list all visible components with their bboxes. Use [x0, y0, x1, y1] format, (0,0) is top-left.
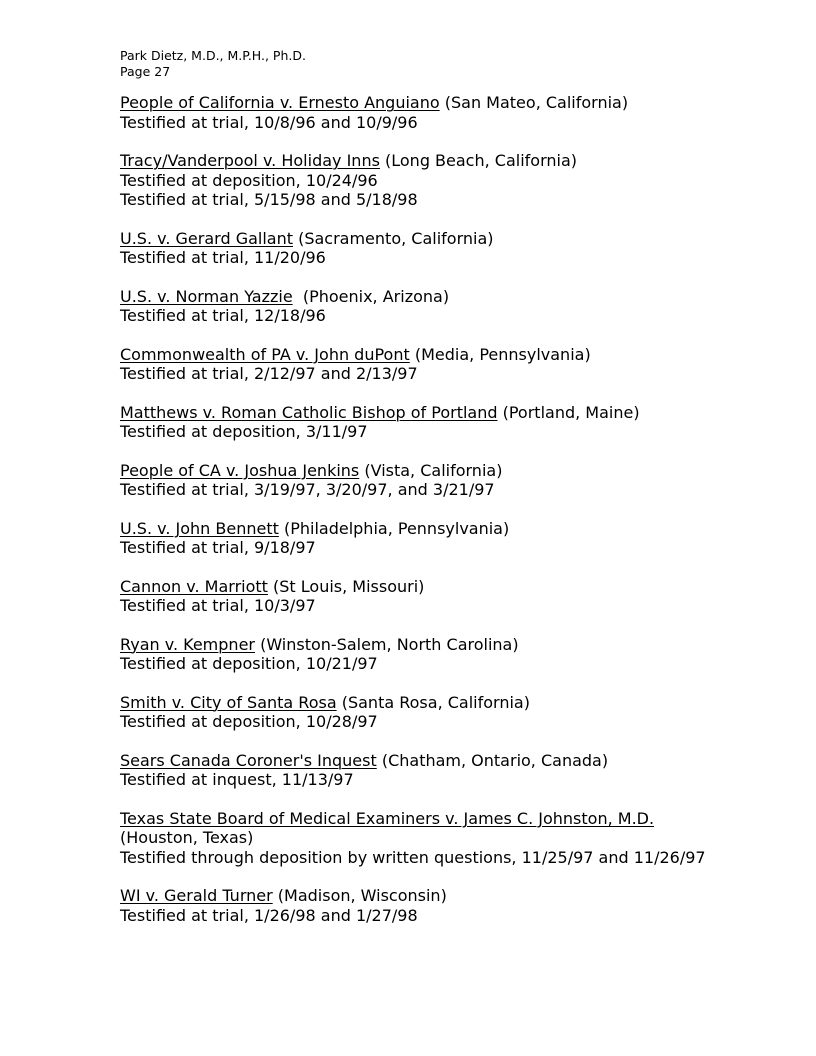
case-location: (Sacramento, California): [293, 228, 494, 248]
case-location: (Houston, Texas): [120, 828, 254, 847]
case-heading: [120, 693, 720, 713]
case-heading: [120, 751, 720, 771]
case-testimony: Testified at trial, 11/20/96: [120, 248, 326, 267]
case-testimony: Testified at trial, 5/15/98 and 5/18/98: [120, 190, 418, 209]
case-testimony: Testified at deposition, 10/21/97: [120, 654, 378, 673]
case-entry: [120, 151, 720, 210]
case-heading: [120, 93, 720, 113]
case-heading: [120, 287, 720, 307]
case-heading: [120, 519, 720, 539]
case-name: Sears Canada Coroner's Inquest: [120, 750, 377, 770]
case-testimony: Testified at trial, 3/19/97, 3/20/97, and 3/21/97: [120, 480, 495, 499]
case-location: (San Mateo, California): [439, 93, 629, 112]
case-name: Texas State Board of Medical Examiners v. James C. Johnston, M.D.: [120, 808, 655, 828]
case-testimony: Testified at trial, 12/18/96: [120, 306, 326, 325]
case-testimony: Testified at inquest, 11/13/97: [120, 770, 354, 789]
case-name: Matthews v. Roman Catholic Bishop of Portland: [120, 402, 498, 422]
case-testimony: Testified through deposition by written questions, 11/25/97 and 11/26/97: [120, 847, 706, 867]
case-testimony: Testified at trial, 10/3/97: [120, 596, 316, 615]
case-name: Cannon v. Marriott: [120, 576, 268, 596]
case-entry: [120, 577, 720, 616]
case-entry: [120, 809, 720, 868]
case-entry: [120, 461, 720, 500]
case-location: (Portland, Maine): [497, 402, 640, 422]
case-name: Tracy/Vanderpool v. Holiday Inns: [120, 151, 380, 170]
case-list: [120, 93, 720, 925]
case-testimony: Testified at trial, 2/12/97 and 2/13/97: [120, 364, 418, 383]
header-author: Park Dietz, M.D., M.P.H., Ph.D.: [120, 48, 306, 63]
case-entry: [120, 751, 720, 790]
case-entry: [120, 635, 720, 674]
case-heading: [120, 345, 720, 365]
case-testimony: Testified at deposition, 3/11/97: [120, 422, 368, 441]
document-page: [120, 48, 720, 944]
case-testimony: Testified at deposition, 10/24/96: [120, 170, 378, 190]
case-entry: [120, 403, 720, 442]
case-heading: [120, 403, 720, 423]
case-name: U.S. v. Norman Yazzie: [120, 286, 293, 306]
case-heading: [120, 151, 720, 171]
case-testimony: Testified at trial, 1/26/98 and 1/27/98: [120, 905, 418, 925]
case-name: Smith v. City of Santa Rosa: [120, 692, 337, 712]
case-heading: [120, 635, 720, 655]
case-heading: [120, 229, 720, 249]
case-testimony: Testified at trial, 10/8/96 and 10/9/96: [120, 112, 418, 132]
case-name: WI v. Gerald Turner: [120, 886, 273, 905]
case-location: (Philadelphia, Pennsylvania): [278, 518, 510, 538]
case-heading: [120, 809, 720, 848]
case-entry: [120, 229, 720, 268]
case-entry: [120, 886, 720, 925]
case-location: (Phoenix, Arizona): [292, 286, 450, 306]
case-location: (Chatham, Ontario, Canada): [376, 750, 609, 770]
case-entry: [120, 519, 720, 558]
case-heading: [120, 886, 720, 906]
case-heading: [120, 577, 720, 597]
case-entry: [120, 693, 720, 732]
case-location: (Long Beach, California): [379, 151, 578, 170]
case-testimony: Testified at trial, 9/18/97: [120, 538, 316, 557]
case-entry: [120, 93, 720, 132]
case-name: U.S. v. Gerard Gallant: [120, 228, 293, 248]
case-name: Commonwealth of PA v. John duPont: [120, 344, 410, 364]
case-testimony: Testified at deposition, 10/28/97: [120, 712, 378, 731]
case-name: People of CA v. Joshua Jenkins: [120, 460, 360, 480]
case-location: (Vista, California): [359, 460, 503, 480]
case-location: (Santa Rosa, California): [336, 692, 530, 712]
header-page-number: Page 27: [120, 64, 171, 79]
case-entry: [120, 287, 720, 326]
case-name: Ryan v. Kempner: [120, 634, 255, 654]
case-entry: [120, 345, 720, 384]
page-header: [120, 48, 720, 80]
case-location: (Winston-Salem, North Carolina): [254, 634, 519, 654]
case-location: (St Louis, Missouri): [267, 576, 425, 596]
case-name: U.S. v. John Bennett: [120, 518, 279, 538]
case-heading: [120, 461, 720, 481]
case-location: (Madison, Wisconsin): [272, 886, 447, 905]
case-location: (Media, Pennsylvania): [409, 344, 591, 364]
case-name: People of California v. Ernesto Anguiano: [120, 93, 440, 112]
